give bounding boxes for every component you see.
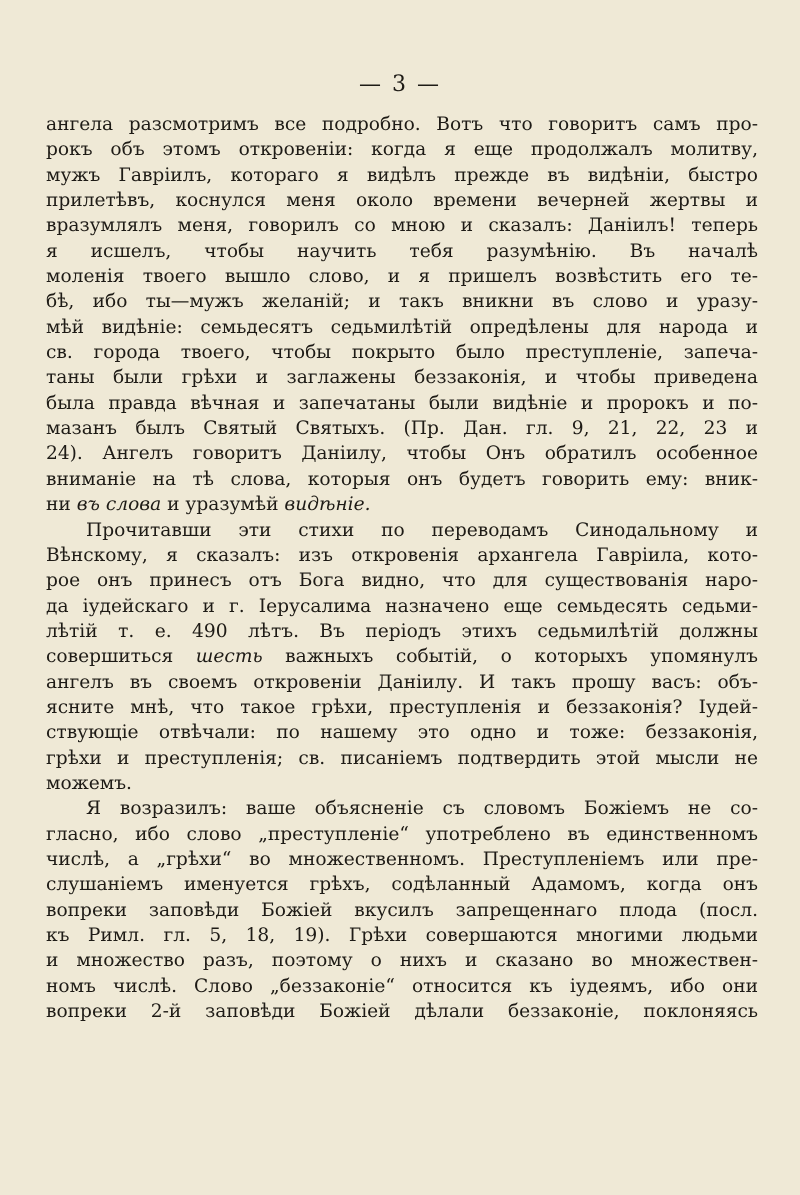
emphasis: видѣніе. <box>284 494 371 516</box>
text-line: Прочитавши эти стихи по переводамъ Синодальному и <box>86 519 758 541</box>
text-line: совершиться шесть важныхъ событій, о которыхъ упомянулъ <box>46 646 758 668</box>
text-line: вопреки заповѣди Божіей вкусилъ запрещеннаго плода (посл. <box>46 899 758 921</box>
text-line: ангелъ въ своемъ откровеніи Даніилу. И такъ прошу васъ: объ- <box>46 671 758 693</box>
text-line: ясните мнѣ, что такое грѣхи, преступленія и беззаконія? Іудей- <box>46 696 758 718</box>
text-line: числѣ, а „грѣхи“ во множественномъ. Преступленіемъ или пре- <box>46 848 758 870</box>
text-line: лѣтій т. е. 490 лѣтъ. Въ періодъ этихъ седьмилѣтій должны <box>46 620 758 642</box>
text-line: гласно, ибо слово „преступленіе“ употреблено въ единственномъ <box>46 823 758 845</box>
emphasis: шесть <box>195 646 263 668</box>
text-line: таны были грѣхи и заглажены беззаконія, и чтобы приведена <box>46 367 758 389</box>
text-line: можемъ. <box>46 772 132 794</box>
text-line: вниманіе на тѣ слова, которыя онъ будетъ говорить ему: вник- <box>46 468 758 490</box>
text-line: грѣхи и преступленія; св. писаніемъ подтвердить этой мысли не <box>46 747 758 769</box>
text-line: рое онъ принесъ отъ Бога видно, что для существованія наро- <box>46 570 758 592</box>
emphasis: въ слова <box>76 494 162 516</box>
text-line: мѣй видѣніе: семьдесятъ седьмилѣтій опредѣлены для народа и <box>46 316 758 338</box>
text-line: 24). Ангелъ говоритъ Даніилу, чтобы Онъ обратилъ особенное <box>46 443 758 465</box>
text-line: и множество разъ, поэтому о нихъ и сказано во множествен- <box>46 950 758 972</box>
text-line: да іудейскаго и г. Іерусалима назначено еще семьдесять седьми- <box>46 595 758 617</box>
text-line: Я возразилъ: ваше объясненіе съ словомъ Божіемъ не со- <box>86 798 758 820</box>
text-line: мужъ Гавріилъ, котораго я видѣлъ прежде въ видѣніи, быстро <box>46 164 758 186</box>
text-line: св. города твоего, чтобы покрыто было преступленіе, запеча- <box>46 342 758 364</box>
text-line: слушаніемъ именуется грѣхъ, содѣланный Адамомъ, когда онъ <box>46 874 758 896</box>
text-line: ангела разсмотримъ все подробно. Вотъ что говоритъ самъ про- <box>46 114 758 135</box>
text-line: рокъ объ этомъ откровеніи: когда я еще продолжалъ молитву, <box>46 139 758 161</box>
text-line: мазанъ былъ Святый Святыхъ. (Пр. Дан. гл. 9, 21, 22, 23 и <box>46 418 758 440</box>
text-line: я исшелъ, чтобы научить тебя разумѣнію. Въ началѣ <box>46 240 758 262</box>
text-line: бѣ, ибо ты—мужъ желаній; и такъ вникни въ слово и уразу- <box>46 291 758 313</box>
text-line: прилетѣвъ, коснулся меня около времени вечерней жертвы и <box>46 190 758 212</box>
text-line: къ Римл. гл. 5, 18, 19). Грѣхи совершаются многими людьми <box>46 925 758 946</box>
text-line: вразумлялъ меня, говорилъ со мною и сказалъ: Даніилъ! теперь <box>46 215 758 237</box>
text-line: моленія твоего вышло слово, и я пришелъ возвѣстить его те- <box>46 266 758 288</box>
text-line: Вѣнскому, я сказалъ: изъ откровенія архангела Гавріила, кото- <box>46 544 758 566</box>
body-text <box>46 112 758 1024</box>
text-line: вопреки 2-й заповѣди Божіей дѣлали беззаконіе, поклоняясь <box>46 1001 758 1023</box>
page-number: — 3 — <box>359 72 441 97</box>
text-line: ни въ слова и уразумѣй видѣніе. <box>46 494 371 516</box>
text-line: номъ числѣ. Слово „беззаконіе“ относится къ іудеямъ, ибо они <box>46 975 758 997</box>
text-line: ствующіе отвѣчали: по нашему это одно и тоже: беззаконія, <box>46 722 758 744</box>
text-line: была правда вѣчная и запечатаны были видѣніе и пророкъ и по- <box>46 392 758 414</box>
